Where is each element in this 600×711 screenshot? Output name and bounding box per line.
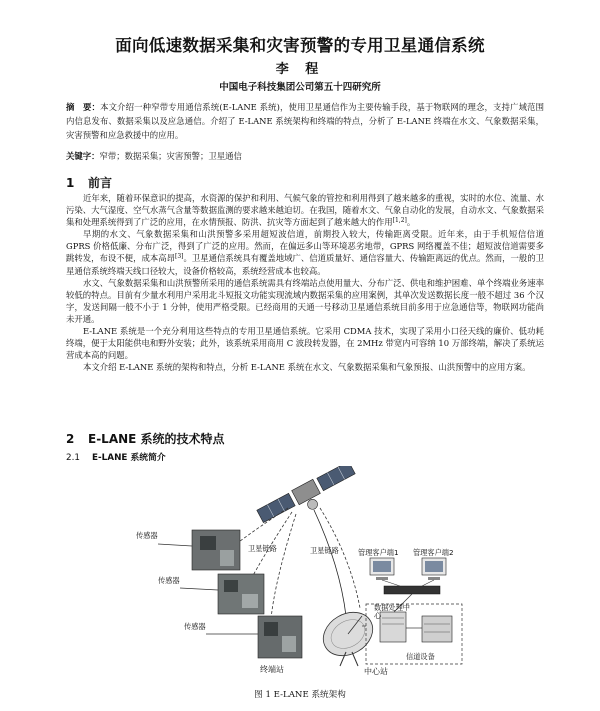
paragraph: E-LANE 系统是一个充分利用这些特点的专用卫星通信系统。它采用 CDMA 技术，实现了采用小口径天线的廉价、低功耗终端，便于太阳能供电和野外安装；此外，该系统采用商用 C 波段转发器，在 2MHz 带宽内可容纳 10 万部终端，解决了系统运营成本高的问题。 (66, 326, 544, 361)
figure-system-architecture (110, 466, 490, 682)
paragraph: 水文、气象数据采集和山洪预警所采用的通信系统需具有终端站点使用量大、分布广泛、供电和维护困难、单个终端业务速率较低的特点。目前有少量水利用户采用北斗短报文功能实现流域内数据采集的应用案例，其单次发送数据长度一般不超过 36 个汉字，发送间隔一般不小于 1 分钟，使用严格受限。已经商用的天通一号移动卫星通信系统目前多用于应急通信等，物联网功能尚未开通。 (66, 277, 544, 324)
sensor-label-3: 传感器 (184, 622, 206, 631)
section-1-number: 1 (66, 176, 75, 190)
architecture-diagram (110, 466, 490, 682)
citation: [1,2] (392, 217, 407, 225)
section-1-heading (66, 174, 112, 191)
satellite-link-label-left: 卫星链路 (248, 544, 277, 553)
section-2-1-number: 2.1 (66, 453, 80, 463)
citation: [3] (175, 253, 184, 261)
sensor-label-1: 传感器 (136, 531, 158, 540)
data-center-label: 数据处理中心 (374, 603, 410, 620)
terminal-station-3 (258, 616, 302, 658)
section-2-1-title: E-LANE 系统简介 (92, 453, 166, 463)
client-1-label: 管理客户端1 (358, 548, 399, 557)
paper-author: 李 程 (275, 62, 325, 77)
client-computer-2-icon (422, 558, 446, 580)
paragraph (66, 228, 544, 276)
abstract-text: 本文介绍一种窄带专用通信系统(E-LANE 系统)，使用卫星通信作为主要传输手段，基于物联网的理念，支持广域范围内信息发布、数据采集以及应急通信。介绍了 E-LANE 系统架构和终端的特点，分析了 E-LANE 终端在水文、气象数据采集，灾害预警和应急救援中的应用。 (66, 102, 544, 140)
section-2-heading (66, 430, 225, 447)
section-2-1-heading (66, 450, 166, 463)
center-station-label: 中心站 (364, 667, 388, 676)
section-2-title: E-LANE 系统的技术特点 (88, 432, 225, 446)
abstract-label: 摘 要： (66, 102, 101, 112)
terminal-station-1 (192, 530, 240, 570)
section-1-body (66, 192, 544, 373)
keywords (66, 149, 544, 163)
sensor-label-2: 传感器 (158, 576, 180, 585)
keywords-label: 关键字： (66, 151, 100, 161)
network-switch-icon (382, 580, 440, 594)
paragraph-text: 。 (406, 217, 416, 228)
section-2-number: 2 (66, 432, 75, 446)
abstract (66, 100, 544, 142)
satellite-icon (256, 466, 361, 533)
terminal-station-2 (218, 574, 264, 614)
paragraph (66, 192, 544, 228)
client-computer-1-icon (370, 558, 394, 580)
terminal-station-label: 终端站 (260, 665, 284, 674)
paragraph-text: 。卫星通信系统具有覆盖地域广、信道质量好、通信容量大、传输距离远的优点。然而，一般的卫星通信系统终端天线口径较大，设备价格较高，系统经营成本也较高。 (66, 253, 545, 276)
section-1-title: 前言 (88, 176, 113, 190)
satellite-link-label-right: 卫星链路 (310, 546, 339, 555)
paper-title: 面向低速数据采集和灾害预警的专用卫星通信系统 (115, 36, 485, 55)
paragraph-text: 近年来，随着环保意识的提高，水资源的保护和利用、气候气象的管控和利用得到了越来越多的重视，实时的水位、流量、水污染、大气湿度、空气水蒸气含量等数据监测的要求越来越迫切。在我国，随着水文、气象自动化的发展，自动水文、气象数据采集和处理系统得到了广泛的应用，在水情预报、防洪、抗灾等方面起到了越来越大的作用 (66, 193, 544, 228)
channel-equipment-icon (422, 616, 452, 642)
satellite-dish-icon (315, 604, 380, 666)
paper-affiliation: 中国电子科技集团公司第五十四研究所 (219, 82, 381, 93)
paragraph: 本文介绍 E-LANE 系统的架构和特点，分析 E-LANE 系统在水文、气象数据采集和气象预报、山洪预警中的应用方案。 (83, 362, 531, 373)
keywords-text: 窄带；数据采集；灾害预警；卫星通信 (99, 151, 242, 161)
client-2-label: 管理客户端2 (413, 548, 454, 557)
paragraph-text: 早期的水文、气象数据采集和山洪预警多采用超短波信道，前期投入较大，传输距离受限。近年来，由于手机短信信道 GPRS 价格低廉、分布广泛，得到了广泛的应用。然而，在偏远多山等环境恶劣地带，GPRS 网络覆盖不佳；超短波信道需要多跳转发，布设不便，成本高昂 (66, 229, 544, 264)
figure-caption: 图 1 E-LANE 系统架构 (254, 690, 346, 700)
channel-equipment-label: 信道设备 (406, 652, 435, 661)
